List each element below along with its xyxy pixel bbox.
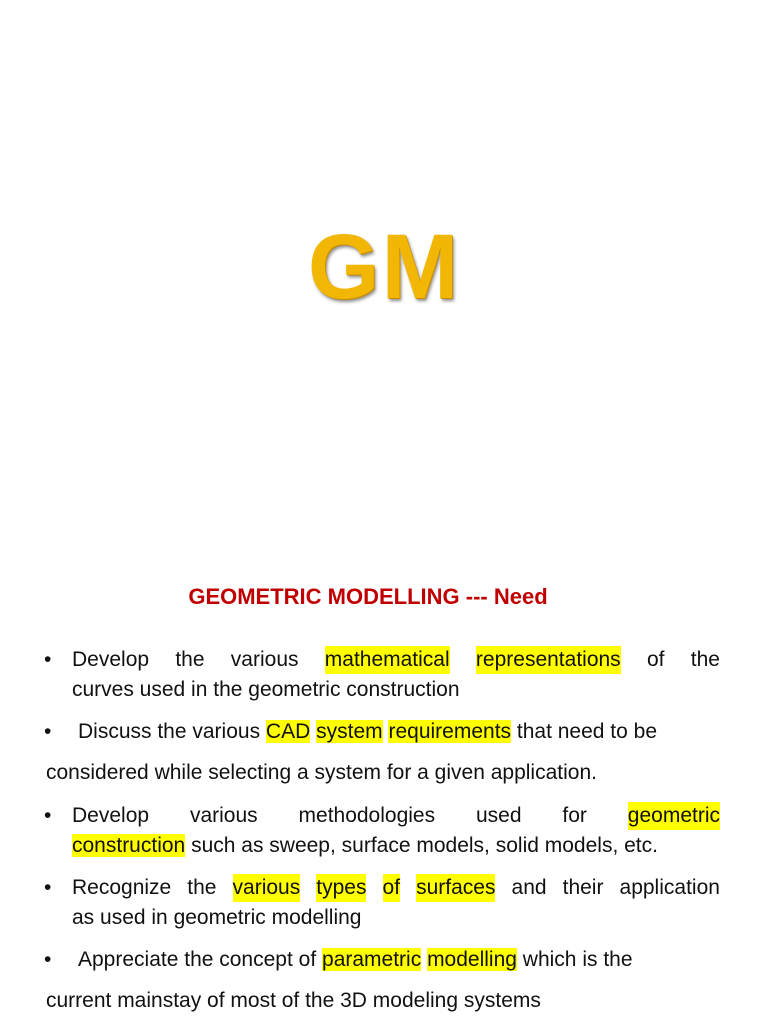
bullet-4-line-1	[72, 874, 720, 902]
word: and	[511, 876, 547, 899]
word: the	[175, 648, 205, 671]
bullet-marker: •	[44, 720, 52, 743]
word: of	[646, 648, 665, 671]
bullet-5-line-1	[78, 946, 633, 974]
bullet-1-line-1	[72, 646, 720, 674]
word: Develop	[72, 804, 150, 827]
bullet-2-line-1	[78, 718, 657, 746]
highlighted-word: modelling	[427, 948, 517, 971]
word: the	[690, 648, 720, 671]
highlighted-word: representations	[476, 646, 621, 674]
word: Recognize	[72, 876, 172, 899]
highlighted-word: types	[316, 874, 366, 902]
bullet-marker: •	[44, 876, 52, 899]
highlighted-word: surfaces	[416, 874, 495, 902]
bullet-marker: •	[44, 804, 52, 827]
text: which is the	[522, 948, 633, 971]
word: used	[475, 804, 522, 827]
highlighted-word: geometric	[628, 802, 720, 830]
highlighted-word: various	[233, 874, 301, 902]
bullet-3-line-2	[72, 832, 658, 860]
highlighted-word: of	[383, 874, 401, 902]
word: various	[230, 648, 299, 671]
text: Appreciate the concept of	[78, 948, 317, 971]
bullet-4-line-2: as used in geometric modelling	[72, 906, 362, 929]
slide-title: GM	[307, 216, 461, 318]
highlighted-word: construction	[72, 834, 186, 857]
bullet-2-line-2: considered while selecting a system for a given application.	[46, 761, 597, 784]
highlighted-word: CAD	[265, 720, 311, 743]
text: Discuss the various	[78, 720, 261, 743]
word: the	[187, 876, 217, 899]
word: their	[562, 876, 604, 899]
highlighted-word: system	[316, 720, 383, 743]
highlighted-word: mathematical	[325, 646, 450, 674]
word: various	[189, 804, 258, 827]
bullet-1-line-2: curves used in the geometric construction	[72, 678, 460, 701]
highlighted-word: requirements	[388, 720, 512, 743]
word: for	[562, 804, 587, 827]
highlighted-word: parametric	[322, 948, 422, 971]
text: that need to be	[516, 720, 657, 743]
bullet-5-line-2: current mainstay of most of the 3D modeling systems	[46, 989, 541, 1012]
bullet-marker: •	[44, 948, 52, 971]
text: such as sweep, surface models, solid models, etc.	[191, 834, 658, 857]
word: application	[619, 876, 720, 899]
bullet-marker: •	[44, 648, 52, 671]
bullet-3-line-1	[72, 802, 720, 830]
word: Develop	[72, 648, 150, 671]
section-heading: GEOMETRIC MODELLING --- Need	[188, 584, 548, 609]
word: methodologies	[298, 804, 436, 827]
